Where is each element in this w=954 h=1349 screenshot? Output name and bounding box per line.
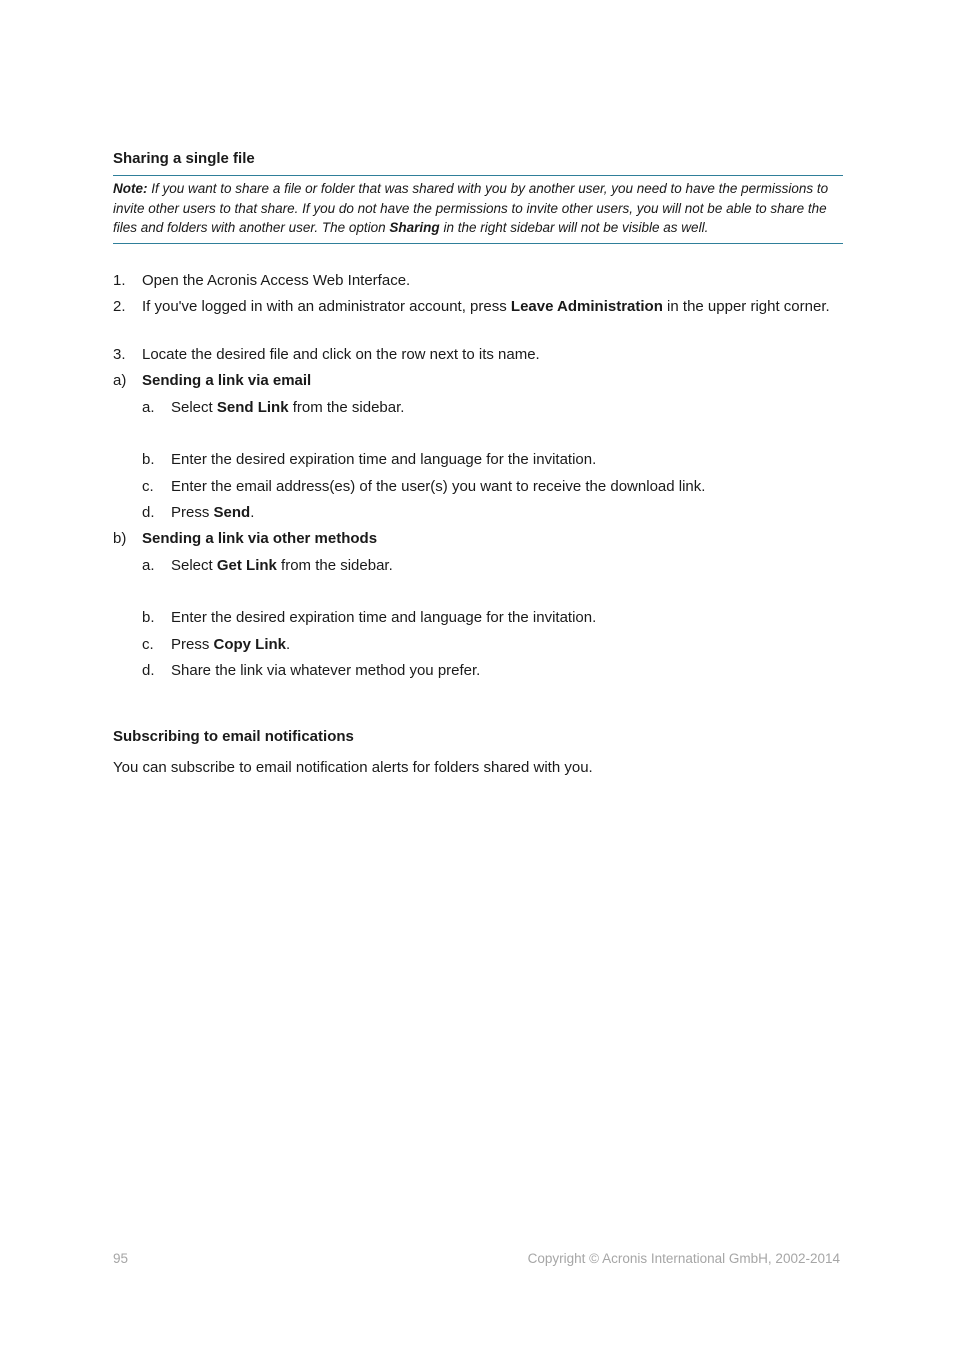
item-text: Press Send. (171, 504, 255, 521)
note-label: Note: (113, 181, 148, 196)
copyright: Copyright © Acronis International GmbH, 2002-2014 (527, 1251, 840, 1266)
item-marker: c. (142, 478, 154, 495)
item-marker: a. (142, 399, 155, 416)
group-title: Sending a link via email (142, 372, 312, 389)
item-text: Enter the desired expiration time and language for the invitation. (171, 609, 597, 626)
step-text: If you've logged in with an administrator account, press Leave Administration in the upper right corner. (142, 298, 830, 315)
step-number: 1. (113, 272, 126, 289)
item-text: Enter the email address(es) of the user(s) you want to receive the download link. (171, 478, 706, 495)
item-text: Select Get Link from the sidebar. (171, 557, 393, 574)
note-bold: Sharing (389, 220, 440, 235)
step-text: Locate the desired file and click on the row next to its name. (142, 346, 540, 363)
section-body: You can subscribe to email notification alerts for folders shared with you. (113, 759, 593, 776)
item-marker: d. (142, 662, 155, 679)
group-title: Sending a link via other methods (142, 530, 378, 547)
item-marker: a. (142, 557, 155, 574)
group-marker: b) (113, 530, 127, 547)
item-text: Enter the desired expiration time and language for the invitation. (171, 451, 597, 468)
item-text: Select Send Link from the sidebar. (171, 399, 405, 416)
step-number: 3. (113, 346, 126, 363)
item-marker: c. (142, 636, 154, 653)
item-text: Share the link via whatever method you prefer. (171, 662, 481, 679)
step-text: Open the Acronis Access Web Interface. (142, 272, 411, 289)
section-heading-subscribing: Subscribing to email notifications (113, 728, 354, 745)
item-marker: b. (142, 451, 155, 468)
group-marker: a) (113, 372, 127, 389)
page-number: 95 (113, 1251, 129, 1266)
step-number: 2. (113, 298, 126, 315)
section-heading-sharing: Sharing a single file (113, 150, 255, 167)
item-marker: d. (142, 504, 155, 521)
note-text-1: If you want to share a file or folder that was shared with you by another user, you need to have the permissions to invite other users to that share. If you do not have the permissions to invite other users, you will not be able to share the files and folders with another user. The option (113, 181, 829, 235)
item-text: Press Copy Link. (171, 636, 291, 653)
item-marker: b. (142, 609, 155, 626)
note-text-2: in the right sidebar will not be visible as well. (439, 220, 709, 235)
note-box (113, 175, 843, 244)
